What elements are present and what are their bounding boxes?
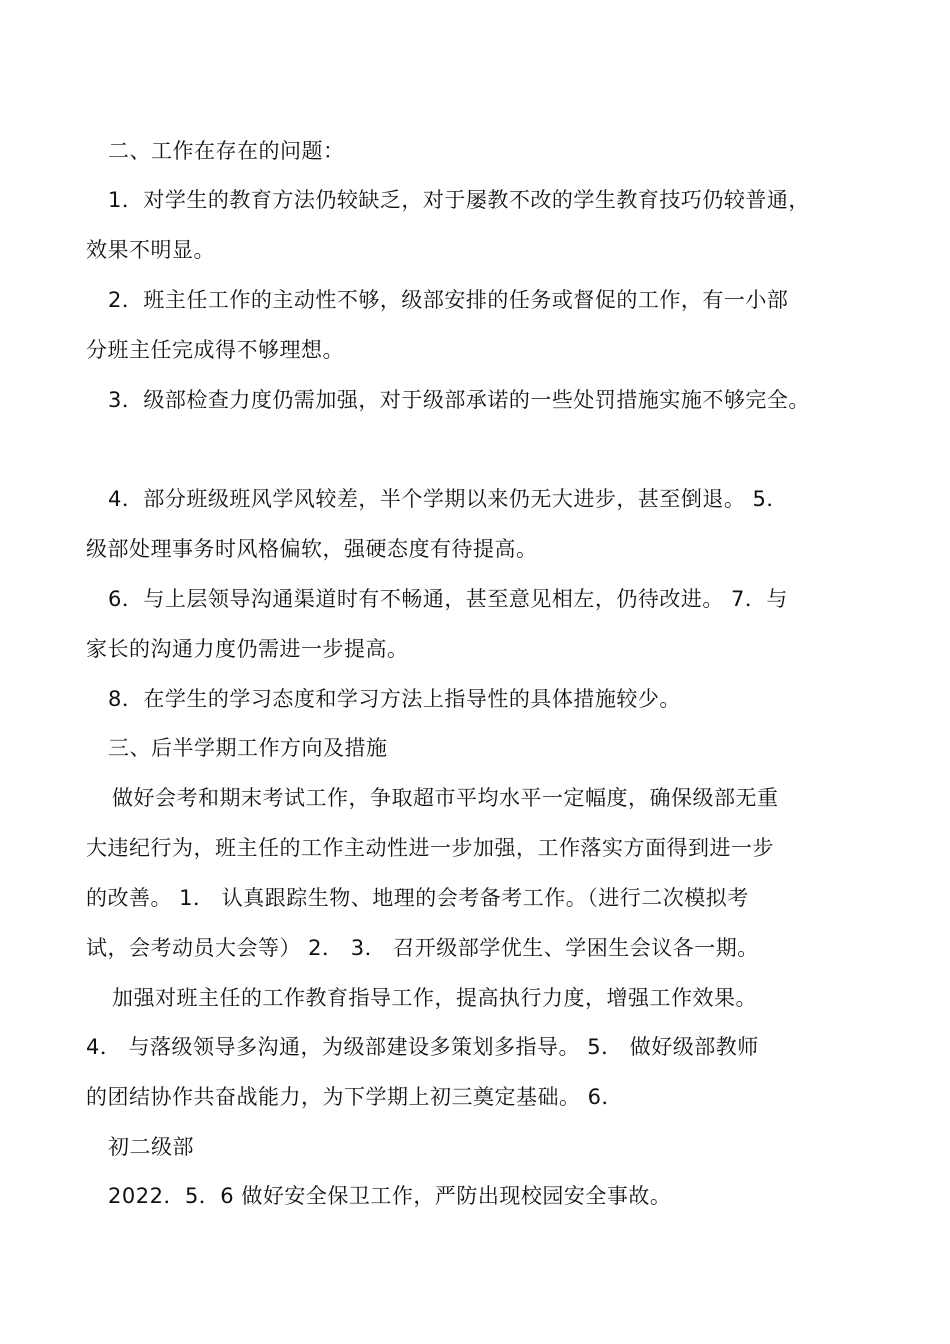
paragraph-line: 1．对学生的教育方法仍较缺乏，对于屡教不改的学生教育技巧仍较普通， — [108, 188, 810, 212]
paragraph-line: 4．部分班级班风学风较差，半个学期以来仍无大进步，甚至倒退。 5． — [108, 487, 788, 511]
date-line: 2022．5．6 做好安全保卫工作，严防出现校园安全事故。 — [108, 1184, 672, 1208]
section-heading-measures: 三、后半学期工作方向及措施 — [108, 736, 388, 760]
paragraph-line: 家长的沟通力度仍需进一步提高。 — [86, 637, 409, 661]
paragraph-line: 4． 与落级领导多沟通，为级部建设多策划多指导。 5． 做好级部教师 — [86, 1035, 759, 1059]
paragraph-line: 做好会考和期末考试工作，争取超市平均水平一定幅度，确保级部无重 — [112, 786, 779, 810]
paragraph-line: 8．在学生的学习态度和学习方法上指导性的具体措施较少。 — [108, 687, 681, 711]
paragraph-line: 6．与上层领导沟通渠道时有不畅通，甚至意见相左，仍待改进。 7．与 — [108, 587, 788, 611]
paragraph-line: 2．班主任工作的主动性不够，级部安排的任务或督促的工作，有一小部 — [108, 288, 789, 312]
paragraph-line: 大违纪行为，班主任的工作主动性进一步加强，工作落实方面得到进一步 — [86, 836, 774, 860]
paragraph-line: 的改善。 1． 认真跟踪生物、地理的会考备考工作。（进行二次模拟考 — [86, 886, 749, 910]
paragraph-line: 加强对班主任的工作教育指导工作，提高执行力度，增强工作效果。 — [112, 986, 757, 1010]
section-heading-problems: 二、工作在存在的问题： — [108, 139, 345, 163]
paragraph-line: 3．级部检查力度仍需加强，对于级部承诺的一些处罚措施实施不够完全。 — [108, 388, 810, 412]
paragraph-line: 试，会考动员大会等） 2． 3． 召开级部学优生、学困生会议各一期。 — [86, 936, 759, 960]
department-signature: 初二级部 — [108, 1135, 194, 1159]
paragraph-line: 分班主任完成得不够理想。 — [86, 338, 344, 362]
paragraph-line: 级部处理事务时风格偏软，强硬态度有待提高。 — [86, 537, 538, 561]
paragraph-line: 的团结协作共奋战能力，为下学期上初三奠定基础。 6． — [86, 1085, 624, 1109]
paragraph-line: 效果不明显。 — [86, 238, 215, 262]
